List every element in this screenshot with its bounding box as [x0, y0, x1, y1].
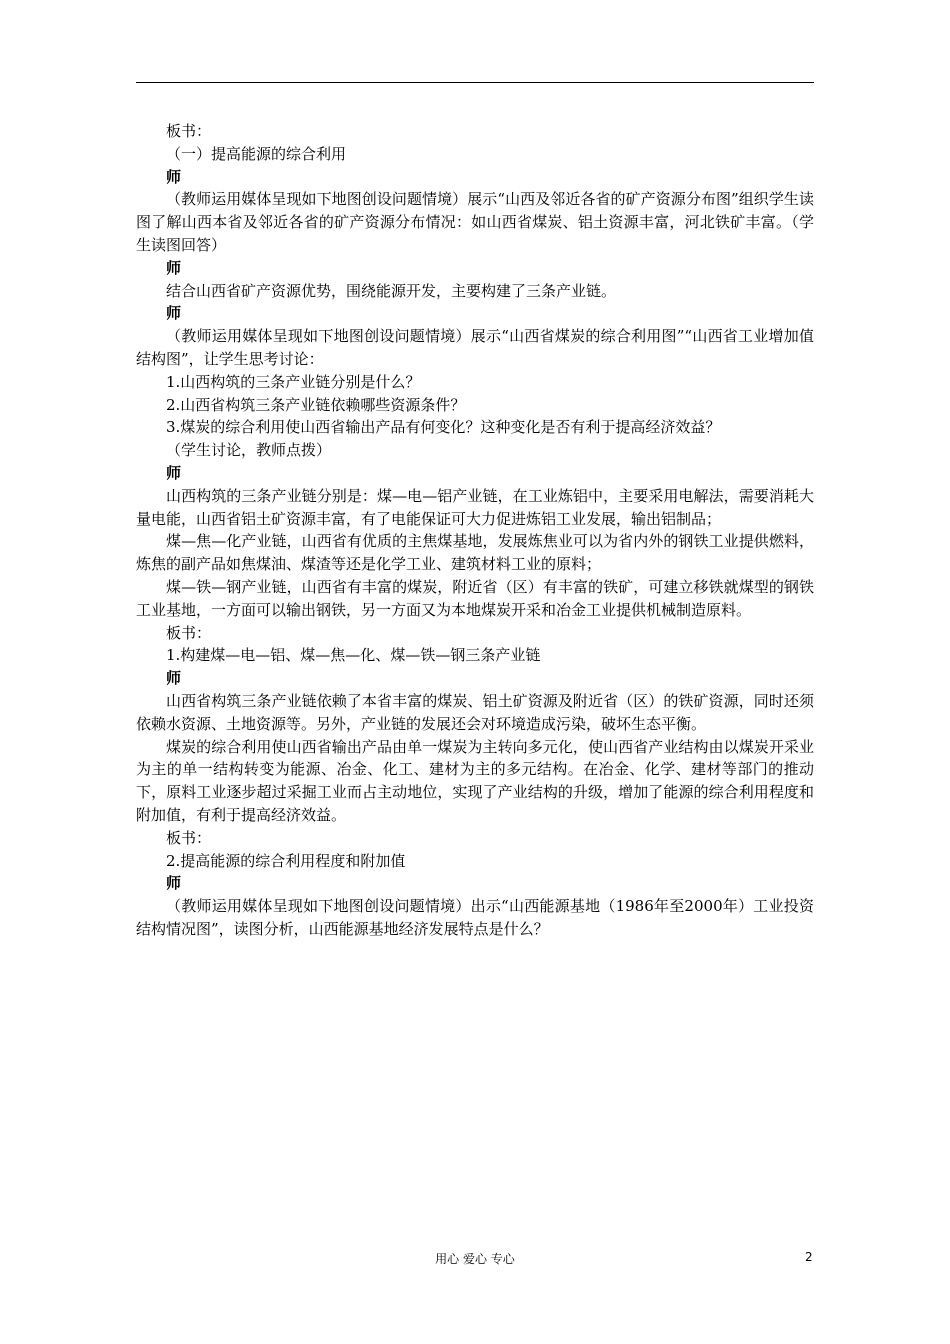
paragraph: （教师运用媒体呈现如下地图创设问题情境）展示“山西及邻近各省的矿产资源分布图”组织学生读图了解山西本省及邻近各省的矿产资源分布情况：如山西省煤炭、铝土资源丰富，河北铁矿丰富。（学生读图回答） [136, 190, 814, 254]
paragraph: 煤—焦—化产业链，山西省有优质的主焦煤基地，发展炼焦业可以为省内外的钢铁工业提供燃料，炼焦的副产品如焦煤油、煤渣等还是化学工业、建筑材料工业的原料； [136, 532, 814, 574]
paragraph: 1.构建煤—电—铝、煤—焦—化、煤—铁—钢三条产业链 [166, 646, 541, 665]
speaker-label: 师 [166, 304, 182, 323]
paragraph: 煤—铁—钢产业链，山西省有丰富的煤炭，附近省（区）有丰富的铁矿，可建立移铁就煤型的钢铁工业基地，一方面可以输出钢铁，另一方面又为本地煤炭开采和冶金工业提供机械制造原料。 [136, 577, 814, 619]
paragraph: （一）提高能源的综合利用 [166, 144, 347, 163]
paragraph: 板书： [166, 828, 212, 847]
speaker-label: 师 [166, 258, 182, 277]
document-body [136, 120, 814, 941]
speaker-label: 师 [166, 669, 182, 688]
paragraph: 山西省构筑三条产业链依赖了本省丰富的煤炭、铝土矿资源及附近省（区）的铁矿资源，同时还须依赖水资源、土地资源等。另外，产业链的发展还会对环境造成污染，破坏生态平衡。 [136, 691, 814, 733]
paragraph: 1.山西构筑的三条产业链分别是什么？ [166, 372, 421, 391]
page-footer [0, 1250, 950, 1270]
header-rule [136, 82, 814, 83]
paragraph: （教师运用媒体呈现如下地图创设问题情境）展示“山西省煤炭的综合利用图”“山西省工业增加值结构图”，让学生思考讨论： [136, 327, 814, 368]
speaker-label: 师 [166, 874, 182, 893]
paragraph: 板书： [166, 623, 212, 642]
paragraph: 煤炭的综合利用使山西省输出产品由单一煤炭为主转向多元化，使山西省产业结构由以煤炭开采业为主的单一结构转变为能源、冶金、化工、建材为主的多元结构。在冶金、化学、建材等部门的推动下，原料工业逐步超过采掘工业而占主动地位，实现了产业结构的升级，增加了能源的综合利用程度和附加值，有利于提高经济效益。 [136, 737, 814, 824]
paragraph: 2.提高能源的综合利用程度和附加值 [166, 851, 406, 870]
paragraph: 2.山西省构筑三条产业链依赖哪些资源条件？ [166, 395, 466, 414]
paragraph: （教师运用媒体呈现如下地图创设问题情境）出示“山西能源基地（1986年至2000年）工业投资结构情况图”，读图分析，山西能源基地经济发展特点是什么？ [136, 897, 814, 938]
paragraph: （学生讨论，教师点拨） [166, 441, 332, 460]
footer-motto: 用心 爱心 专心 [435, 1252, 515, 1266]
paragraph: 板书： [166, 122, 212, 140]
paragraph: 山西构筑的三条产业链分别是：煤—电—铝产业链，在工业炼铝中，主要采用电解法，需要消耗大量电能，山西省铝土矿资源丰富，有了电能保证可大力促进炼铝工业发展，输出铝制品； [136, 486, 814, 528]
paragraph: 3.煤炭的综合利用使山西省输出产品有何变化？这种变化是否有利于提高经济效益？ [166, 418, 721, 437]
speaker-label: 师 [166, 167, 182, 186]
paragraph: 结合山西省矿产资源优势，围绕能源开发，主要构建了三条产业链。 [166, 281, 617, 300]
page-number: 2 [805, 1250, 813, 1264]
speaker-label: 师 [166, 463, 182, 482]
